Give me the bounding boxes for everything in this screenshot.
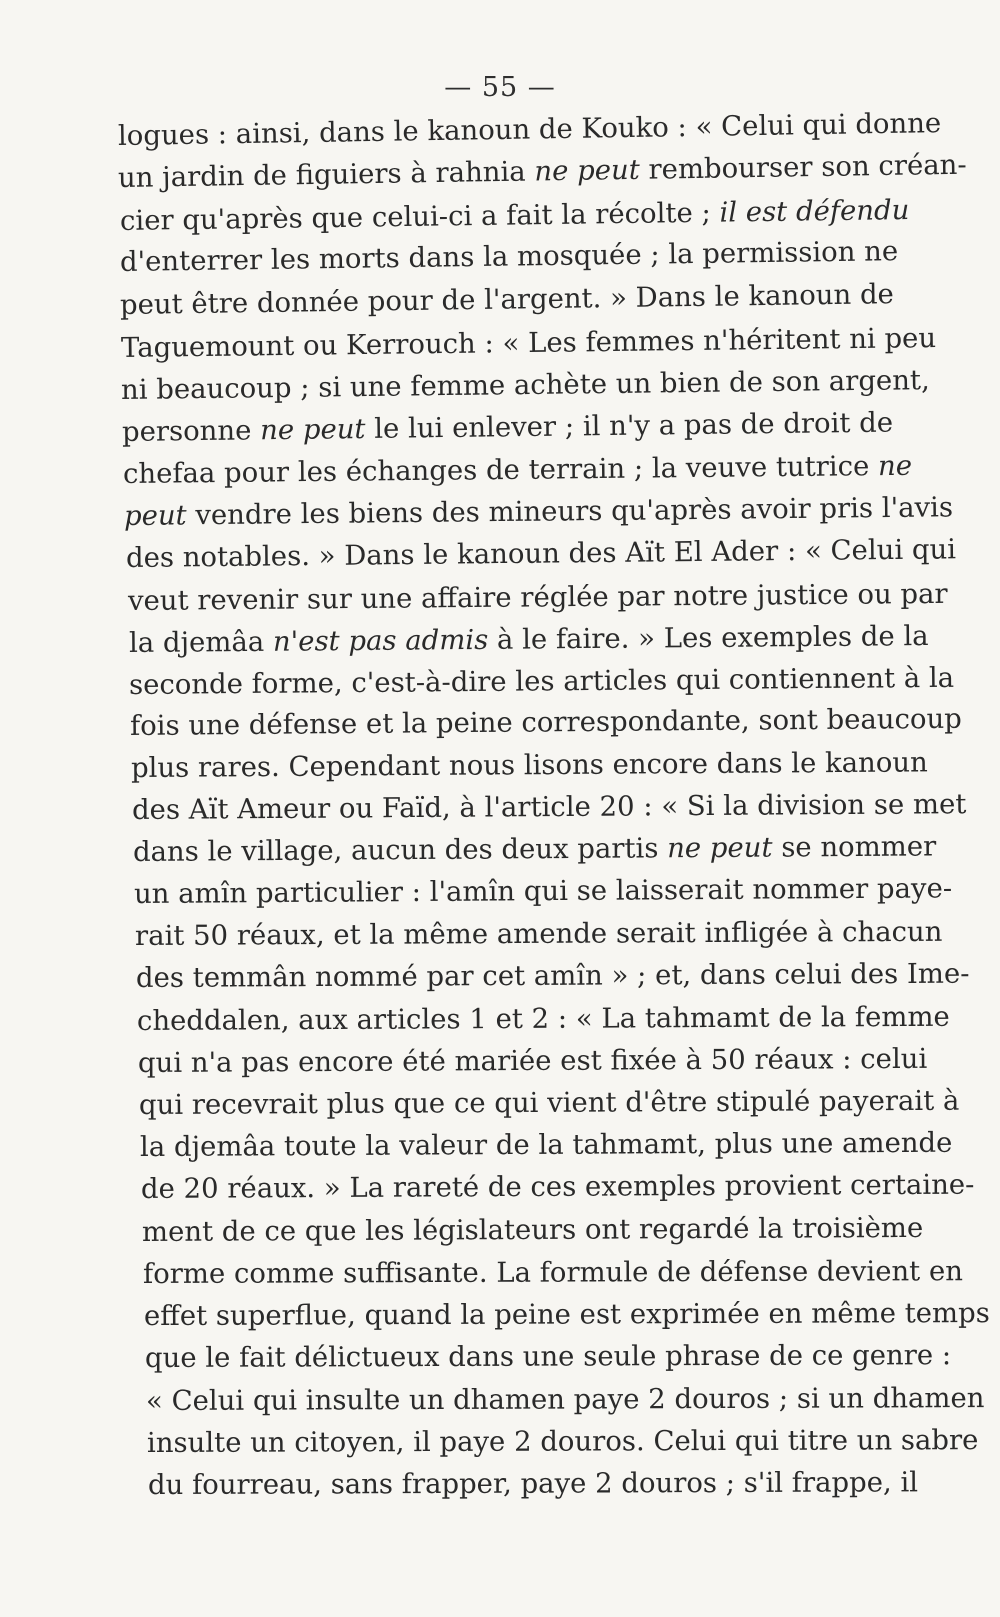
text-segment: cier qu'après que celui-ci a fait la récolte ;	[119, 196, 720, 237]
text-segment: forme comme suffisante. La formule de défense devient en	[142, 1255, 963, 1290]
text-segment: vendre les biens des mineurs qu'après avoir pris l'avis	[186, 491, 954, 532]
text-segment: ment de ce que les législateurs ont regardé la troisième	[141, 1211, 924, 1248]
text-segment: logues : ainsi, dans le kanoun de Kouko : « Celui qui donne	[117, 107, 942, 152]
text-line	[140, 1167, 975, 1207]
text-line	[138, 1083, 960, 1123]
text-segment: que le fait délictueux dans une seule phrase de ce genre :	[144, 1339, 952, 1374]
text-line	[123, 490, 954, 534]
text-segment: ni beaucoup ; si une femme achète un bien de son argent,	[120, 364, 930, 406]
text-segment: peut être donnée pour de l'argent. » Dans le kanoun de	[119, 278, 895, 321]
text-segment: de 20 réaux. » La rareté de ces exemples provient certaine-	[140, 1168, 975, 1205]
text-segment: fois une défense et la peine correspondante, sont beaucoup	[129, 702, 962, 742]
text-line	[128, 618, 929, 661]
text-segment: dans le village, aucun des deux partis	[132, 832, 668, 868]
text-segment: des Aït Ameur ou Faïd, à l'article 20 : « Si la division se met	[131, 788, 967, 826]
italic-phrase: ne peut	[534, 153, 641, 188]
text-segment: des notables. » Dans le kanoun des Aït El Ader : « Celui qui	[125, 533, 957, 574]
text-segment: la djemâa toute la valeur de la tahmamt, plus une amende	[139, 1126, 953, 1163]
text-segment: à le faire. » Les exemples de la	[488, 620, 929, 656]
text-line	[135, 956, 970, 996]
text-segment: rait 50 réaux, et la même amende serait infligée à chacun	[134, 915, 943, 952]
text-segment: le lui enlever ; il n'y a pas de droit de	[365, 406, 894, 446]
text-line	[147, 1464, 919, 1503]
text-segment: rembourser son créan-	[639, 148, 967, 186]
text-line	[141, 1210, 924, 1250]
italic-phrase: ne peut	[667, 831, 773, 865]
text-line	[145, 1380, 985, 1419]
text-segment: « Celui qui insulte un dhamen paye 2 douros ; si un dhamen	[145, 1382, 985, 1417]
text-line	[131, 787, 967, 828]
text-segment: des temmân nommé par cet amîn » ; et, dans celui des Ime-	[135, 957, 970, 994]
text-line	[119, 192, 910, 239]
text-segment: du fourreau, sans frapper, paye 2 douros ; s'il frappe, il	[147, 1466, 919, 1501]
text-segment: chefaa pour les échanges de terrain ; la veuve tutrice	[122, 450, 879, 490]
text-line	[121, 405, 894, 450]
text-segment: veut revenir sur une affaire réglée par notre justice ou par	[127, 577, 948, 617]
text-line	[139, 1125, 953, 1165]
text-segment: un jardin de figuiers à rahnia	[117, 155, 535, 194]
text-line	[130, 745, 928, 786]
italic-phrase: n'est pas admis	[272, 623, 489, 658]
text-line	[132, 829, 937, 870]
text-line	[143, 1295, 990, 1334]
text-line	[128, 660, 955, 703]
italic-phrase: ne peut	[259, 413, 366, 447]
italic-phrase: peut	[123, 499, 187, 532]
text-line	[146, 1422, 979, 1461]
text-line	[129, 701, 962, 744]
text-line	[120, 321, 937, 366]
text-line	[119, 233, 899, 280]
text-line	[144, 1337, 952, 1376]
text-segment: effet superflue, quand la peine est exprimée en même temps	[143, 1297, 990, 1332]
page-number: — 55 —	[444, 72, 556, 103]
text-line	[117, 106, 942, 154]
text-segment: la djemâa	[128, 625, 274, 659]
text-line	[137, 1041, 928, 1081]
text-line	[119, 276, 895, 323]
text-segment: qui n'a pas encore été mariée est fixée à 50 réaux : celui	[137, 1042, 928, 1079]
text-segment: un amîn particulier : l'amîn qui se laisserait nommer paye-	[133, 872, 953, 910]
text-line	[122, 448, 913, 492]
text-segment: Taguemount ou Kerrouch : « Les femmes n'héritent ni peu	[120, 322, 937, 364]
text-segment: seconde forme, c'est-à-dire les articles qui contiennent à la	[128, 661, 955, 701]
text-segment: cheddalen, aux articles 1 et 2 : « La tahmamt de la femme	[136, 1000, 950, 1037]
text-segment: insulte un citoyen, il paye 2 douros. Celui qui titre un sabre	[146, 1424, 979, 1459]
text-line	[134, 914, 943, 954]
text-segment: plus rares. Cependant nous lisons encore dans le kanoun	[130, 746, 928, 784]
text-line	[127, 576, 948, 619]
text-segment: personne	[121, 414, 261, 448]
text-segment: se nommer	[772, 830, 937, 864]
text-line	[133, 871, 953, 912]
text-line	[120, 363, 930, 408]
italic-phrase: il est défendu	[719, 193, 910, 229]
text-line	[117, 148, 967, 196]
text-line	[125, 532, 957, 576]
text-line	[136, 999, 950, 1039]
text-segment: d'enterrer les morts dans la mosquée ; la permission ne	[119, 235, 899, 278]
text-line	[142, 1253, 963, 1292]
italic-phrase: ne	[877, 449, 913, 483]
text-segment: qui recevrait plus que ce qui vient d'être stipulé payerait à	[138, 1084, 960, 1121]
